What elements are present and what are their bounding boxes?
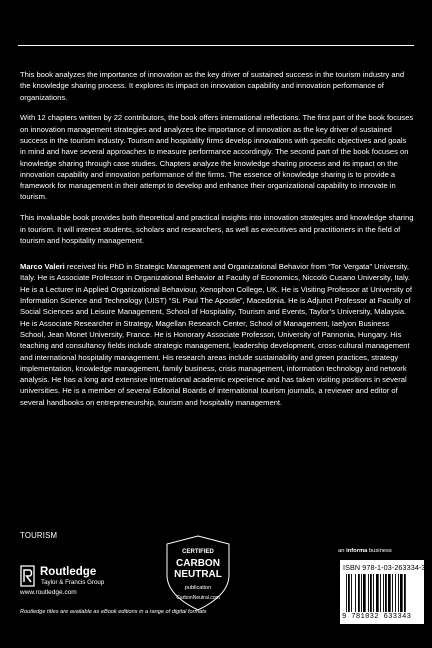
carbon-neutral-badge — [162, 535, 234, 615]
informa-prefix: an — [338, 548, 347, 554]
badge-carbon: CARBON — [176, 558, 220, 569]
informa-suffix: business — [367, 548, 392, 554]
blurb-paragraph-1: This book analyzes the importance of innovation as the key driver of sustained success in the tourism industry and the knowledge sharing process. It explores its impact on innovation capability and innovation performance of organizations. — [20, 70, 405, 102]
informa-business-label — [338, 548, 392, 554]
publisher-website[interactable]: www.routledge.com — [20, 589, 77, 596]
publisher-name: Routledge — [40, 566, 97, 578]
back-cover-blurb — [20, 69, 414, 418]
barcode-digits: 9 781032 633343 — [342, 613, 412, 621]
isbn-barcode — [340, 560, 424, 624]
routledge-mark-icon — [20, 565, 35, 587]
author-bio-text: received his PhD in Strategic Management and Organizational Behavior from “Tor Vergata” University, Italy. He is Associate Professor in Organizational Behavior at Faculty of Economics, Niccolò Cusano University, Italy. He is a Lecturer in Applied Organizational Behaviour, Xenophon College, UK. He is Visiting Professor at University of Information Science and Technology (UIST) “St. Paul The Apostle”, Macedonia. He is Adjunct Professor at Faculty of Social Sciences and Leisure Management, School of Hospitality, Tourism and Events, Taylor’s University, Malaysia. He is Associate Researcher in Strategy, Magellan Research Center, School of Management, Iaelyon Business School, Jean Monet University, France. He is Honorary Associate Professor, University of Pannonia, Hungary. His teaching and consultancy fields include strategic management, leadership development, cross-cultural management and international hospitality management. His research areas include sustainability and green practices, strategy implementation, knowledge management, family business, crisis management, information technology and network analysis. He has a long and extensive international academic experience and has taken visiting positions in several universities. He is a member of several Editorial Boards of international tourism journals, a reviewer and editor of several handbooks on entrepreneurship, tourism and hospitality management. — [20, 262, 412, 407]
badge-publication: publication — [184, 585, 212, 591]
badge-certified: CERTIFIED — [182, 549, 214, 555]
blurb-paragraph-2: With 12 chapters written by 22 contributors, the book offers international reflections. The first part of the book focuses on innovation management strategies and analyzes the importance of innovation as the key driver of sustained success in the tourism industry. Tourism and hospitality firms develop innovations with specific objectives and goals in mind and have several approaches to measure performance accordingly. The second part of the book focuses on knowledge sharing through case studies. Chapters analyze the knowledge sharing process and its impact on the innovation capability and innovation performance of the firms. The essence of knowledge sharing is to provide a framework for management in their attempt to develop and enhance their organizational capability to innovate in tourism. — [20, 113, 414, 202]
badge-neutral: NEUTRAL — [174, 569, 222, 580]
barcode-icon — [346, 574, 418, 612]
isbn-label: ISBN 978-1-03-263334-3 — [343, 563, 426, 572]
author-name: Marco Valeri — [20, 262, 65, 272]
top-divider — [18, 45, 414, 46]
blurb-paragraph-3: This invaluable book provides both theoretical and practical insights into innovation strategies and knowledge sharing in tourism. It will interest students, scholars and researchers, as well as executives and practitioners in the field of tourism and hospitality management. — [20, 213, 414, 245]
author-bio — [20, 261, 414, 408]
badge-url: CarbonNeutral.com — [176, 595, 220, 601]
subject-category: TOURISM — [20, 531, 58, 540]
informa-brand: informa — [346, 548, 368, 554]
publisher-group: Taylor & Francis Group — [41, 579, 105, 586]
ebook-availability-note: Routledge titles are available as eBook editions in a range of digital formats — [20, 609, 207, 615]
